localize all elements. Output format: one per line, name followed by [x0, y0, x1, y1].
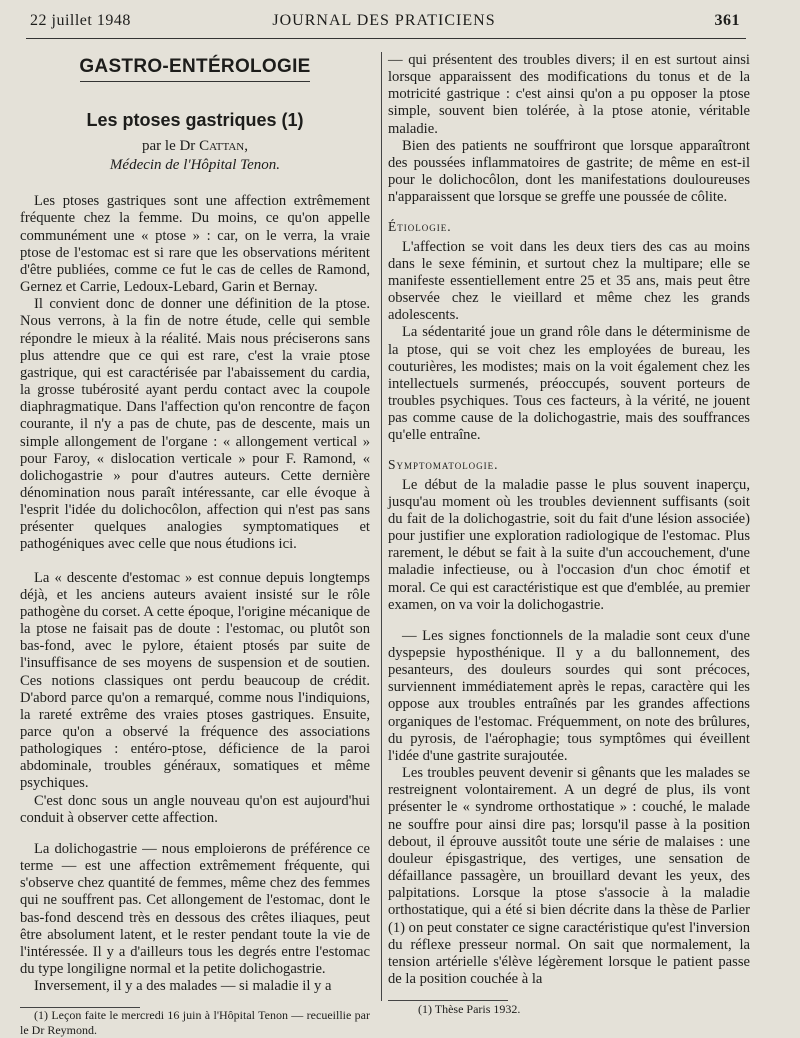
paragraph: Bien des patients ne souffriront que lorsque apparaîtront des poussées inflammatoires de gastrite; de même en est-il pour le dolichocôlon, dont les manifestations douloureuses n'apparaissent que lorsque se greffe une poussée de côlite.	[388, 137, 750, 206]
paragraph: Les ptoses gastriques sont une affection extrêmement fréquente chez la femme. Du moins, ce qu'on appelle communément une « ptose » : car, on le verra, la vraie ptose de l'estomac est si rare que les observations méritent d'être publiées, comme ce fut le cas de celles de Ramond, Gernez et Carrie, Ledoux-Lebard, Garin et Bernay.	[20, 193, 370, 296]
etiology-heading: Étiologie.	[388, 219, 452, 235]
paragraph: L'affection se voit dans les deux tiers des cas au moins dans le sexe féminin, et surtout chez la multipare; elle se manifeste essentiellement entre 25 et 35 ans, mais peut être observée chez le vieillard et même chez les grands adolescents.	[388, 238, 750, 324]
section-title: GASTRO-ENTÉROLOGIE	[79, 56, 311, 77]
paragraph: Les troubles peuvent devenir si gênants que les malades se restreignent volontairement. A un degré de plus, ils vont présenter le « syndrome orthostatique » : couché, le malade ne souffre pour ainsi dire pas; lorsqu'il passe à la position debout, il éprouve aussitôt toute une série de malaises : une douleur épisgastrique, des vertiges, une sensation de défaillance passagère, un brouillard devant les yeux, des palpitations. Lorsque la ptose s'associe à la maladie orthostatique, qui a été si bien décrite dans la thèse de Parlier (1) on peut constater ce signe caractéristique qu'est l'inversion du réflexe presseur normal. On sait que normalement, la tension artérielle s'élève légèrement lorsque le patient passe de la position couchée à la	[388, 765, 750, 987]
symptomatology-heading: Symptomatologie.	[388, 457, 499, 473]
author-name: Cattan,	[199, 138, 248, 155]
column-divider	[381, 52, 382, 1001]
footnote: (1) Thèse Paris 1932.	[418, 1002, 521, 1017]
left-column	[20, 52, 370, 1038]
header-rule	[26, 38, 746, 39]
footnote: (1) Leçon faite le mercredi 16 juin à l'Hôpital Tenon — recueillie par le Dr Reymond.	[20, 1008, 370, 1038]
running-header	[28, 10, 740, 32]
paragraph: La sédentarité joue un grand rôle dans le déterminisme de la ptose, qui se voit chez les employées de bureau, les couturières, les modistes; mais on la voit également chez les intellectuels surmenés, préoccupés, souvent porteurs de troubles psychiques. Tous ces facteurs, à la vérité, ne jouent pas comme cause de la dolichogastrie, mais des souffrances qu'elle entraîne.	[388, 324, 750, 444]
paragraph: Le début de la maladie passe le plus souvent inaperçu, jusqu'au moment où les troubles deviennent suffisants (soit du fait de la dolichogastrie, soit du fait d'une lésion associée) pour justifier une exploration radiologique de l'estomac. Plus rarement, le début se fait à la suite d'un accouchement, d'une maladie infectieuse, ou à l'occasion d'un choc émotif et moral. Ce qui est caractéristique est que d'emblée, au premier examen, on va voir la dolichogastrie.	[388, 476, 750, 613]
right-column	[388, 52, 750, 1018]
paragraph: La dolichogastrie — nous emploierons de préférence ce terme — est une affection extrêmement fréquente, qui s'observe chez quantité de femmes, même chez des femmes qui ne souffrent pas. Cet allongement de l'estomac, dont le bas-fond descend très en dessous des crêtes iliaques, peut être absolument latent, et le rester pendant toute la vie de l'intéressée. Il y a d'ailleurs tous les degrés entre l'estomac du type longiligne normal et la petite dolichogastrie.	[20, 840, 370, 978]
paragraph: Inversement, il y a des malades — si maladie il y a	[34, 978, 332, 995]
byline-prefix: par le Dr	[142, 138, 200, 155]
author-affiliation: Médecin de l'Hôpital Tenon.	[109, 157, 281, 174]
paragraph: — qui présentent des troubles divers; il en est surtout ainsi lorsque apparaissent des modifications du tonus et de la motricité gastrique : c'est ainsi qu'on a pu opposer la ptose simple, souvent bien tolérée, à la ptose atonie, véritable maladie.	[388, 52, 750, 137]
page-number: 361	[714, 12, 740, 29]
article-title: Les ptoses gastriques (1)	[86, 110, 304, 131]
byline	[20, 137, 370, 175]
paragraph: C'est donc sous un angle nouveau qu'on est aujourd'hui conduit à observer cette affection.	[20, 792, 370, 826]
paragraph: Il convient donc de donner une définition de la ptose. Nous verrons, à la fin de notre étude, celle qui semble répondre le mieux à la réalité. Mais nous préciserons sans plus attendre que ce qui est rare, c'est la vraie ptose gastrique, qui est caractérisée par l'abaissement du cardia, la grosse tubérosité ayant perdu contact avec la coupole diaphragmatique. Dans l'affection qu'on rencontre de façon courante, il n'y a pas de chute, pas de descente, mais un simple allongement de l'organe : « allongement vertical » pour Faroy, « dislocation verticale » pour F. Ramond, « dolichogastrie » pour d'autres auteurs. Cette dernière dénomination nous paraît intéressante, car elle évoque à l'esprit l'idée du dolichocôlon, affection qui n'est pas sans présenter quelques analogies symptomatiques et pathogéniques avec celle que nous étudions ici.	[20, 296, 370, 553]
section-title-underline	[80, 81, 310, 82]
journal-name: JOURNAL DES PRATICIENS	[272, 12, 496, 29]
header-date: 22 juillet 1948	[30, 12, 131, 29]
paragraph: La « descente d'estomac » est connue depuis longtemps déjà, et les anciens auteurs avaient insisté sur le rôle pathogène du corset. A cette époque, l'origine mécanique de la ptose ne faisait pas de doute : l'estomac, ou plutôt son bas-fond, avec le pylore, étaient ptosés par suite de l'insuffisance de ses moyens de suspension et de soutien. Ces notions classiques ont perdu beaucoup de crédit. D'abord parce qu'on a remarqué, comme nous l'indiquions, la rareté extrême des vraies ptoses gastriques. Ensuite, parce qu'on a observé la fréquence des associations pathologiques : entéro-ptose, déficience de la paroi abdominale, troubles généraux, somatiques et même psychiques.	[20, 569, 370, 792]
paragraph: — Les signes fonctionnels de la maladie sont ceux d'une dyspepsie hyposthénique. Il y a du ballonnement, des pesanteurs, des douleurs sourdes qui sont précoces, surviennent immédiatement après le repas, caractère qui les oppose aux troubles entraînés par les grandes affections organiques de l'estomac. Fréquemment, on note des brûlures, du pyrosis, de l'aérophagie; tous symptômes qui éveillent l'idée d'une gastrite surajoutée.	[388, 627, 750, 764]
